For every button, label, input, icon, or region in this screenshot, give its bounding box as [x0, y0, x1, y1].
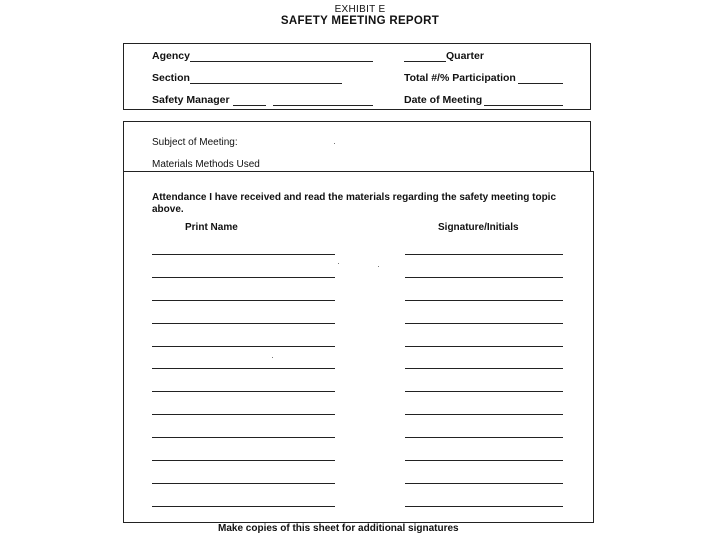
page-title: SAFETY MEETING REPORT	[280, 15, 440, 27]
print-name-line[interactable]	[152, 391, 335, 392]
materials-label: Materials Methods Used	[152, 159, 260, 170]
scan-speck	[334, 143, 335, 144]
safety-manager-field-a[interactable]	[233, 105, 266, 106]
agency-label: Agency	[152, 50, 190, 62]
participation-field[interactable]	[518, 83, 563, 84]
signature-line[interactable]	[405, 323, 563, 324]
quarter-label: Quarter	[446, 50, 484, 62]
print-name-line[interactable]	[152, 346, 335, 347]
signature-line[interactable]	[405, 414, 563, 415]
agency-field[interactable]	[190, 61, 373, 62]
print-name-line[interactable]	[152, 277, 335, 278]
subject-label: Subject of Meeting:	[152, 137, 238, 148]
footer-note: Make copies of this sheet for additional signatures	[218, 523, 459, 534]
print-name-line[interactable]	[152, 506, 335, 507]
attendance-statement: Attendance I have received and read the materials regarding the safety meeting topic above.	[152, 192, 557, 215]
signature-line[interactable]	[405, 254, 563, 255]
date-label: Date of Meeting	[404, 94, 483, 106]
print-name-header: Print Name	[185, 222, 238, 233]
participation-label: Total #/% Participation	[404, 72, 516, 84]
signature-line[interactable]	[405, 460, 563, 461]
safety-manager-field-b[interactable]	[273, 105, 373, 106]
section-label: Section	[152, 72, 190, 84]
scan-speck	[338, 263, 339, 264]
print-name-line[interactable]	[152, 414, 335, 415]
signature-line[interactable]	[405, 346, 563, 347]
signature-line[interactable]	[405, 300, 563, 301]
quarter-field[interactable]	[404, 61, 446, 62]
signature-line[interactable]	[405, 483, 563, 484]
print-name-line[interactable]	[152, 460, 335, 461]
safety-manager-label: Safety Manager	[152, 94, 230, 106]
print-name-line[interactable]	[152, 254, 335, 255]
print-name-line[interactable]	[152, 323, 335, 324]
exhibit-label: EXHIBIT E	[334, 4, 386, 15]
signature-line[interactable]	[405, 391, 563, 392]
scan-speck	[272, 357, 273, 358]
print-name-line[interactable]	[152, 368, 335, 369]
scan-speck	[378, 266, 379, 267]
section-field[interactable]	[190, 83, 342, 84]
signature-line[interactable]	[405, 506, 563, 507]
date-field[interactable]	[484, 105, 563, 106]
print-name-line[interactable]	[152, 483, 335, 484]
signature-line[interactable]	[405, 437, 563, 438]
signature-line[interactable]	[405, 368, 563, 369]
signature-line[interactable]	[405, 277, 563, 278]
signature-header: Signature/Initials	[438, 222, 519, 233]
print-name-line[interactable]	[152, 300, 335, 301]
print-name-line[interactable]	[152, 437, 335, 438]
